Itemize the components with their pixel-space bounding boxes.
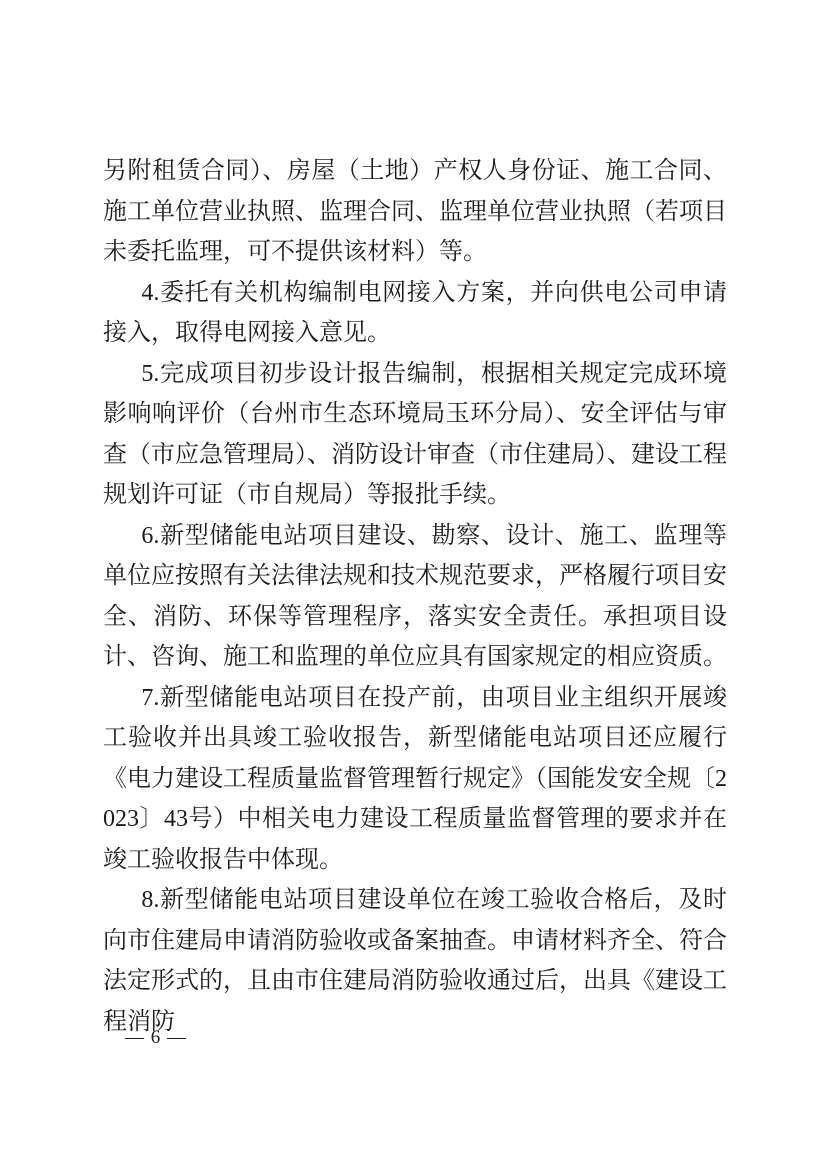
paragraph-continuation: 另附租赁合同）、房屋（土地）产权人身份证、施工合同、施工单位营业执照、监理合同、监理单位营业执照（若项目未委托监理，可不提供该材料）等。	[103, 158, 727, 265]
page-footer	[125, 1026, 187, 1050]
paragraph-item-8: 8.新型储能电站项目建设单位在竣工验收合格后，及时向市住建局申请消防验收或备案抽查。申请材料齐全、符合法定形式的，且由市住建局消防验收通过后，出具《建设工程消防	[103, 887, 727, 1035]
paragraph-item-5: 5.完成项目初步设计报告编制，根据相关规定完成环境影响响评价（台州市生态环境局玉环分局）、安全评估与审查（市应急管理局）、消防设计审查（市住建局）、建设工程规划许可证（市自规局）等报批手续。	[103, 360, 727, 508]
document-body	[103, 151, 727, 1042]
paragraph-item-4: 4.委托有关机构编制电网接入方案，并向供电公司申请接入，取得电网接入意见。	[103, 279, 727, 346]
page-number: — 6 —	[125, 1027, 187, 1048]
paragraph-item-6: 6.新型储能电站项目建设、勘察、设计、施工、监理等单位应按照有关法律法规和技术规范要求，严格履行项目安全、消防、环保等管理程序，落实安全责任。承担项目设计、咨询、施工和监理的单位应具有国家规定的相应资质。	[103, 522, 727, 670]
paragraph-item-7: 7.新型储能电站项目在投产前，由项目业主组织开展竣工验收并出具竣工验收报告，新型储能电站项目还应履行《电力建设工程质量监督管理暂行规定》（国能发安全规〔2023〕43号）中相关电力建设工程质量监督管理的要求并在竣工验收报告中体现。	[103, 684, 727, 873]
